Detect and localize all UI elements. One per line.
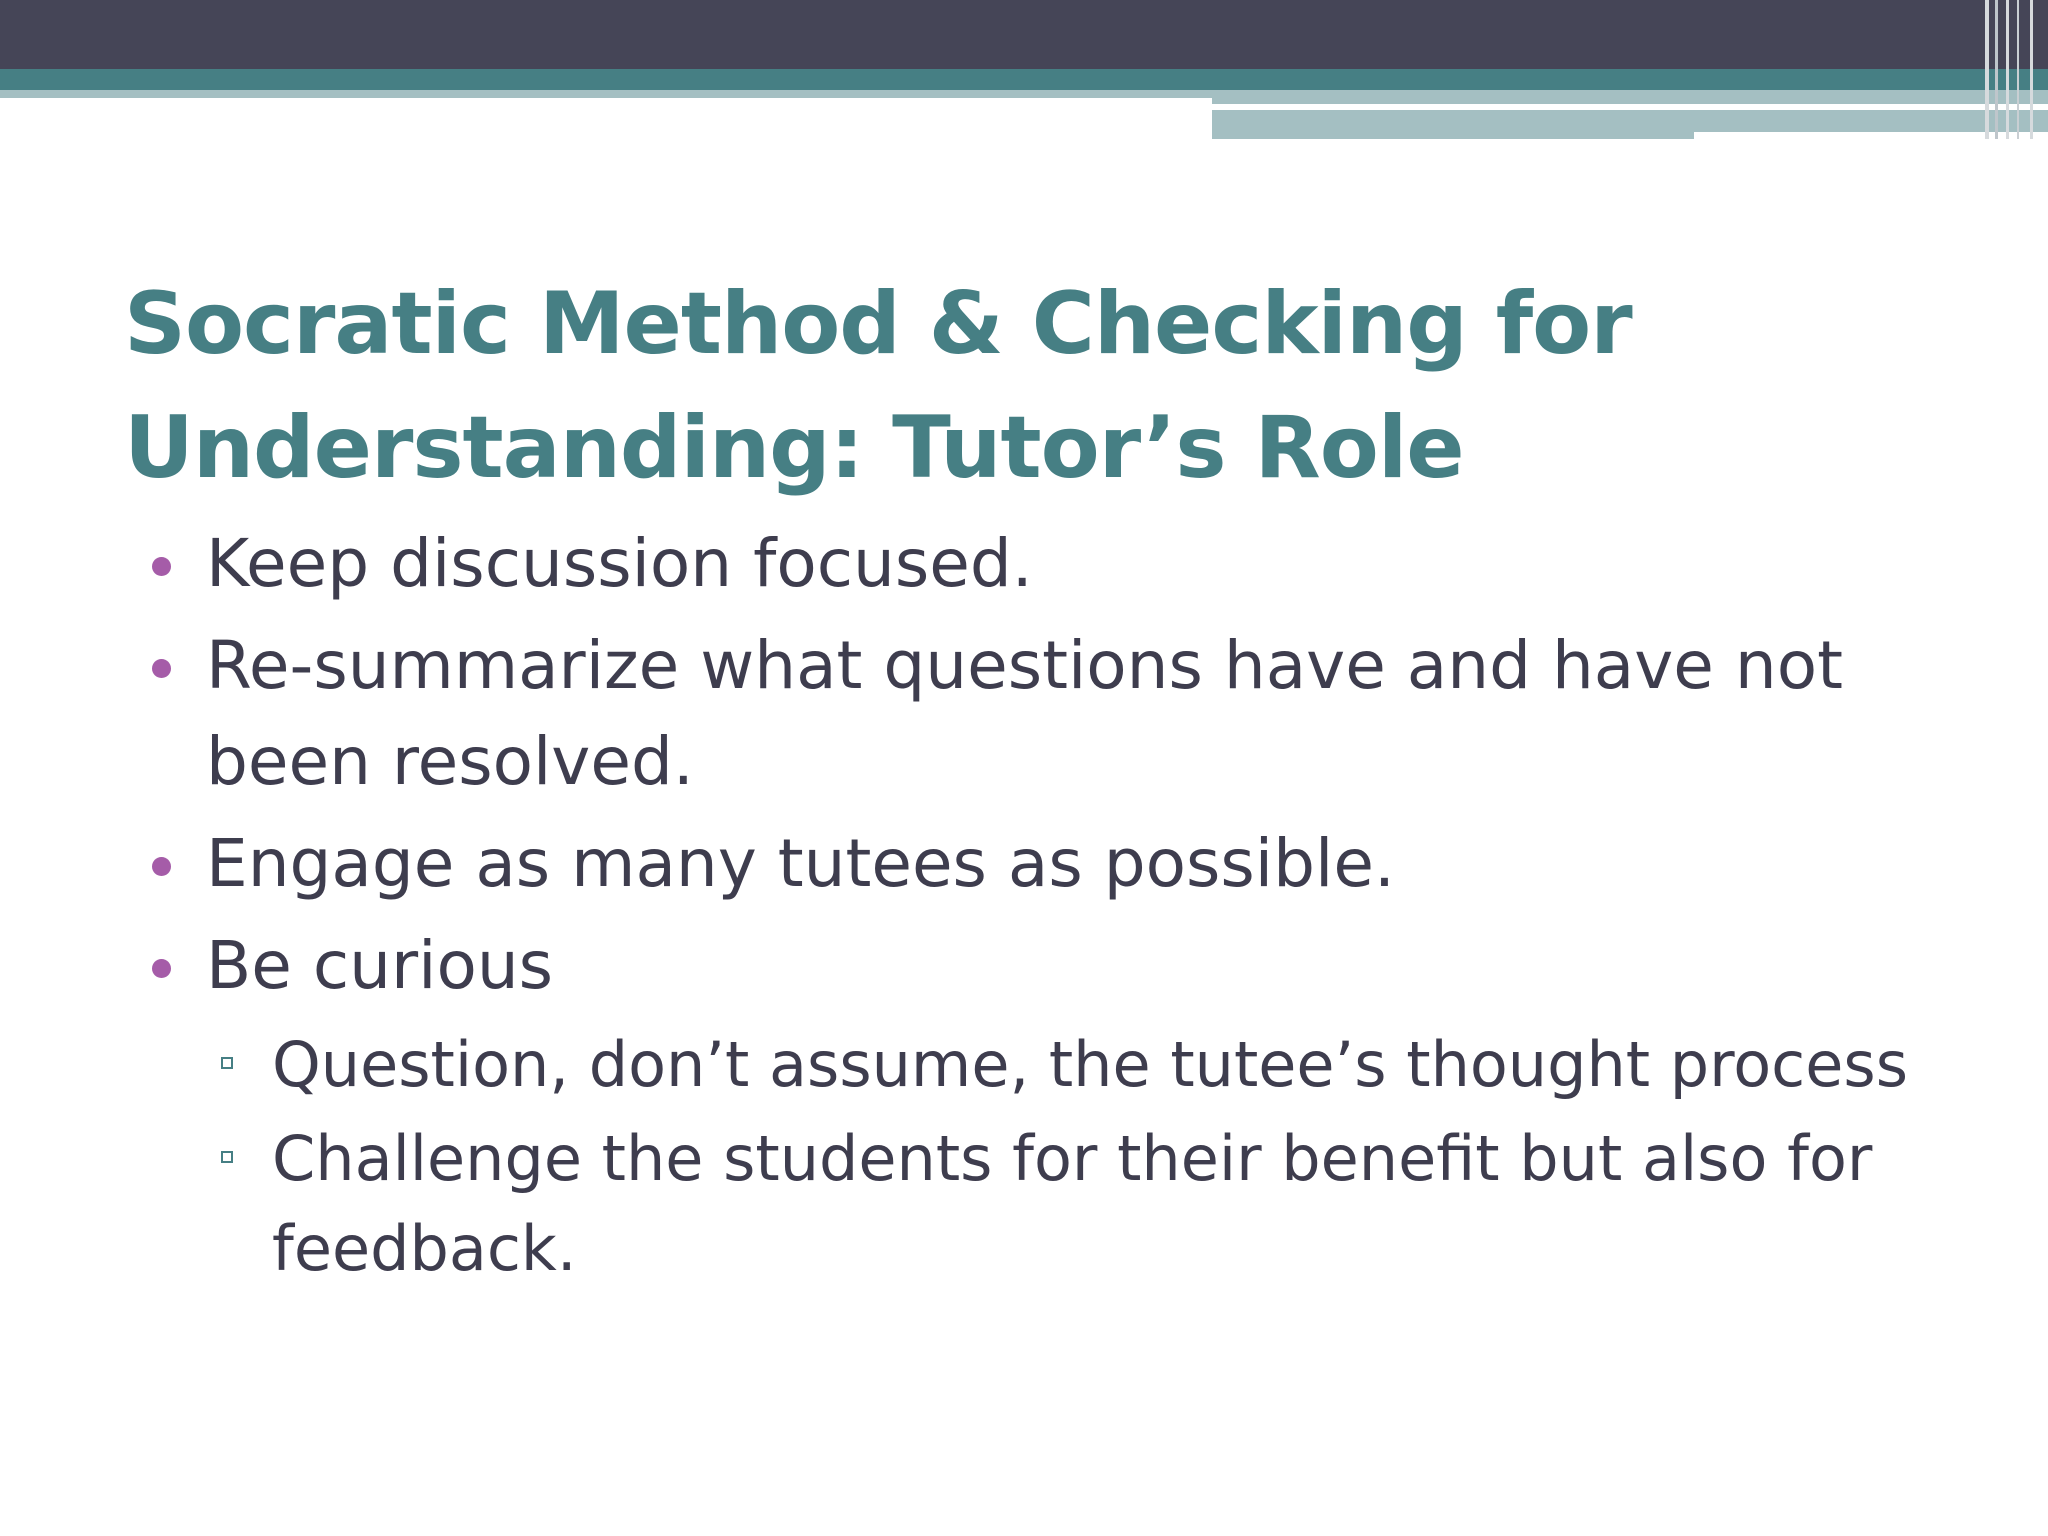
- bullet-text: Be curious: [206, 927, 554, 1004]
- bullet-dot-icon: [152, 659, 171, 678]
- bullet-item: [0, 918, 1886, 1014]
- bullet-text: Re-summarize what questions have and have not: [206, 627, 1843, 704]
- bullet-item: [0, 516, 1886, 612]
- bullet-dot-icon: [152, 857, 171, 876]
- sub-bullet-text: Question, don’t assume, the tutee’s thought process: [272, 1028, 1909, 1101]
- slide-title: [124, 262, 1904, 510]
- bullet-dot-icon: [152, 557, 171, 576]
- bullet-item: [0, 618, 1886, 810]
- bullet-text: Engage as many tutees as possible.: [206, 825, 1395, 902]
- header-band-light-right: [1212, 90, 2048, 101]
- header-stripe: [2017, 0, 2019, 139]
- bullet-item: [0, 816, 1886, 912]
- header-stripe: [2030, 0, 2033, 139]
- header-band-dark: [0, 0, 2048, 69]
- bullet-text-continuation: been resolved.: [206, 723, 694, 800]
- sub-bullet-text-continuation: feedback.: [272, 1212, 577, 1285]
- header-band-light: [0, 90, 1212, 98]
- sub-bullet-text: Challenge the students for their benefit but also for: [272, 1122, 1873, 1195]
- sub-bullet-square-icon: [221, 1151, 233, 1163]
- slide-title-line: Socratic Method & Checking for: [124, 274, 1632, 374]
- sub-bullet-item: [0, 1020, 1952, 1110]
- bullet-text: Keep discussion focused.: [206, 525, 1033, 602]
- bullet-list: [0, 516, 2048, 1298]
- sub-bullet-item: [0, 1114, 1952, 1294]
- header-band-teal: [0, 69, 2048, 90]
- header-stripe: [1995, 0, 1998, 139]
- sub-bullet-square-icon: [221, 1057, 233, 1069]
- header-white-gap: [1212, 104, 2048, 110]
- slide-title-line: Understanding: Tutor’s Role: [124, 398, 1464, 498]
- header-stripe: [2006, 0, 2009, 139]
- bullet-dot-icon: [152, 959, 171, 978]
- header-stripe: [1985, 0, 1989, 139]
